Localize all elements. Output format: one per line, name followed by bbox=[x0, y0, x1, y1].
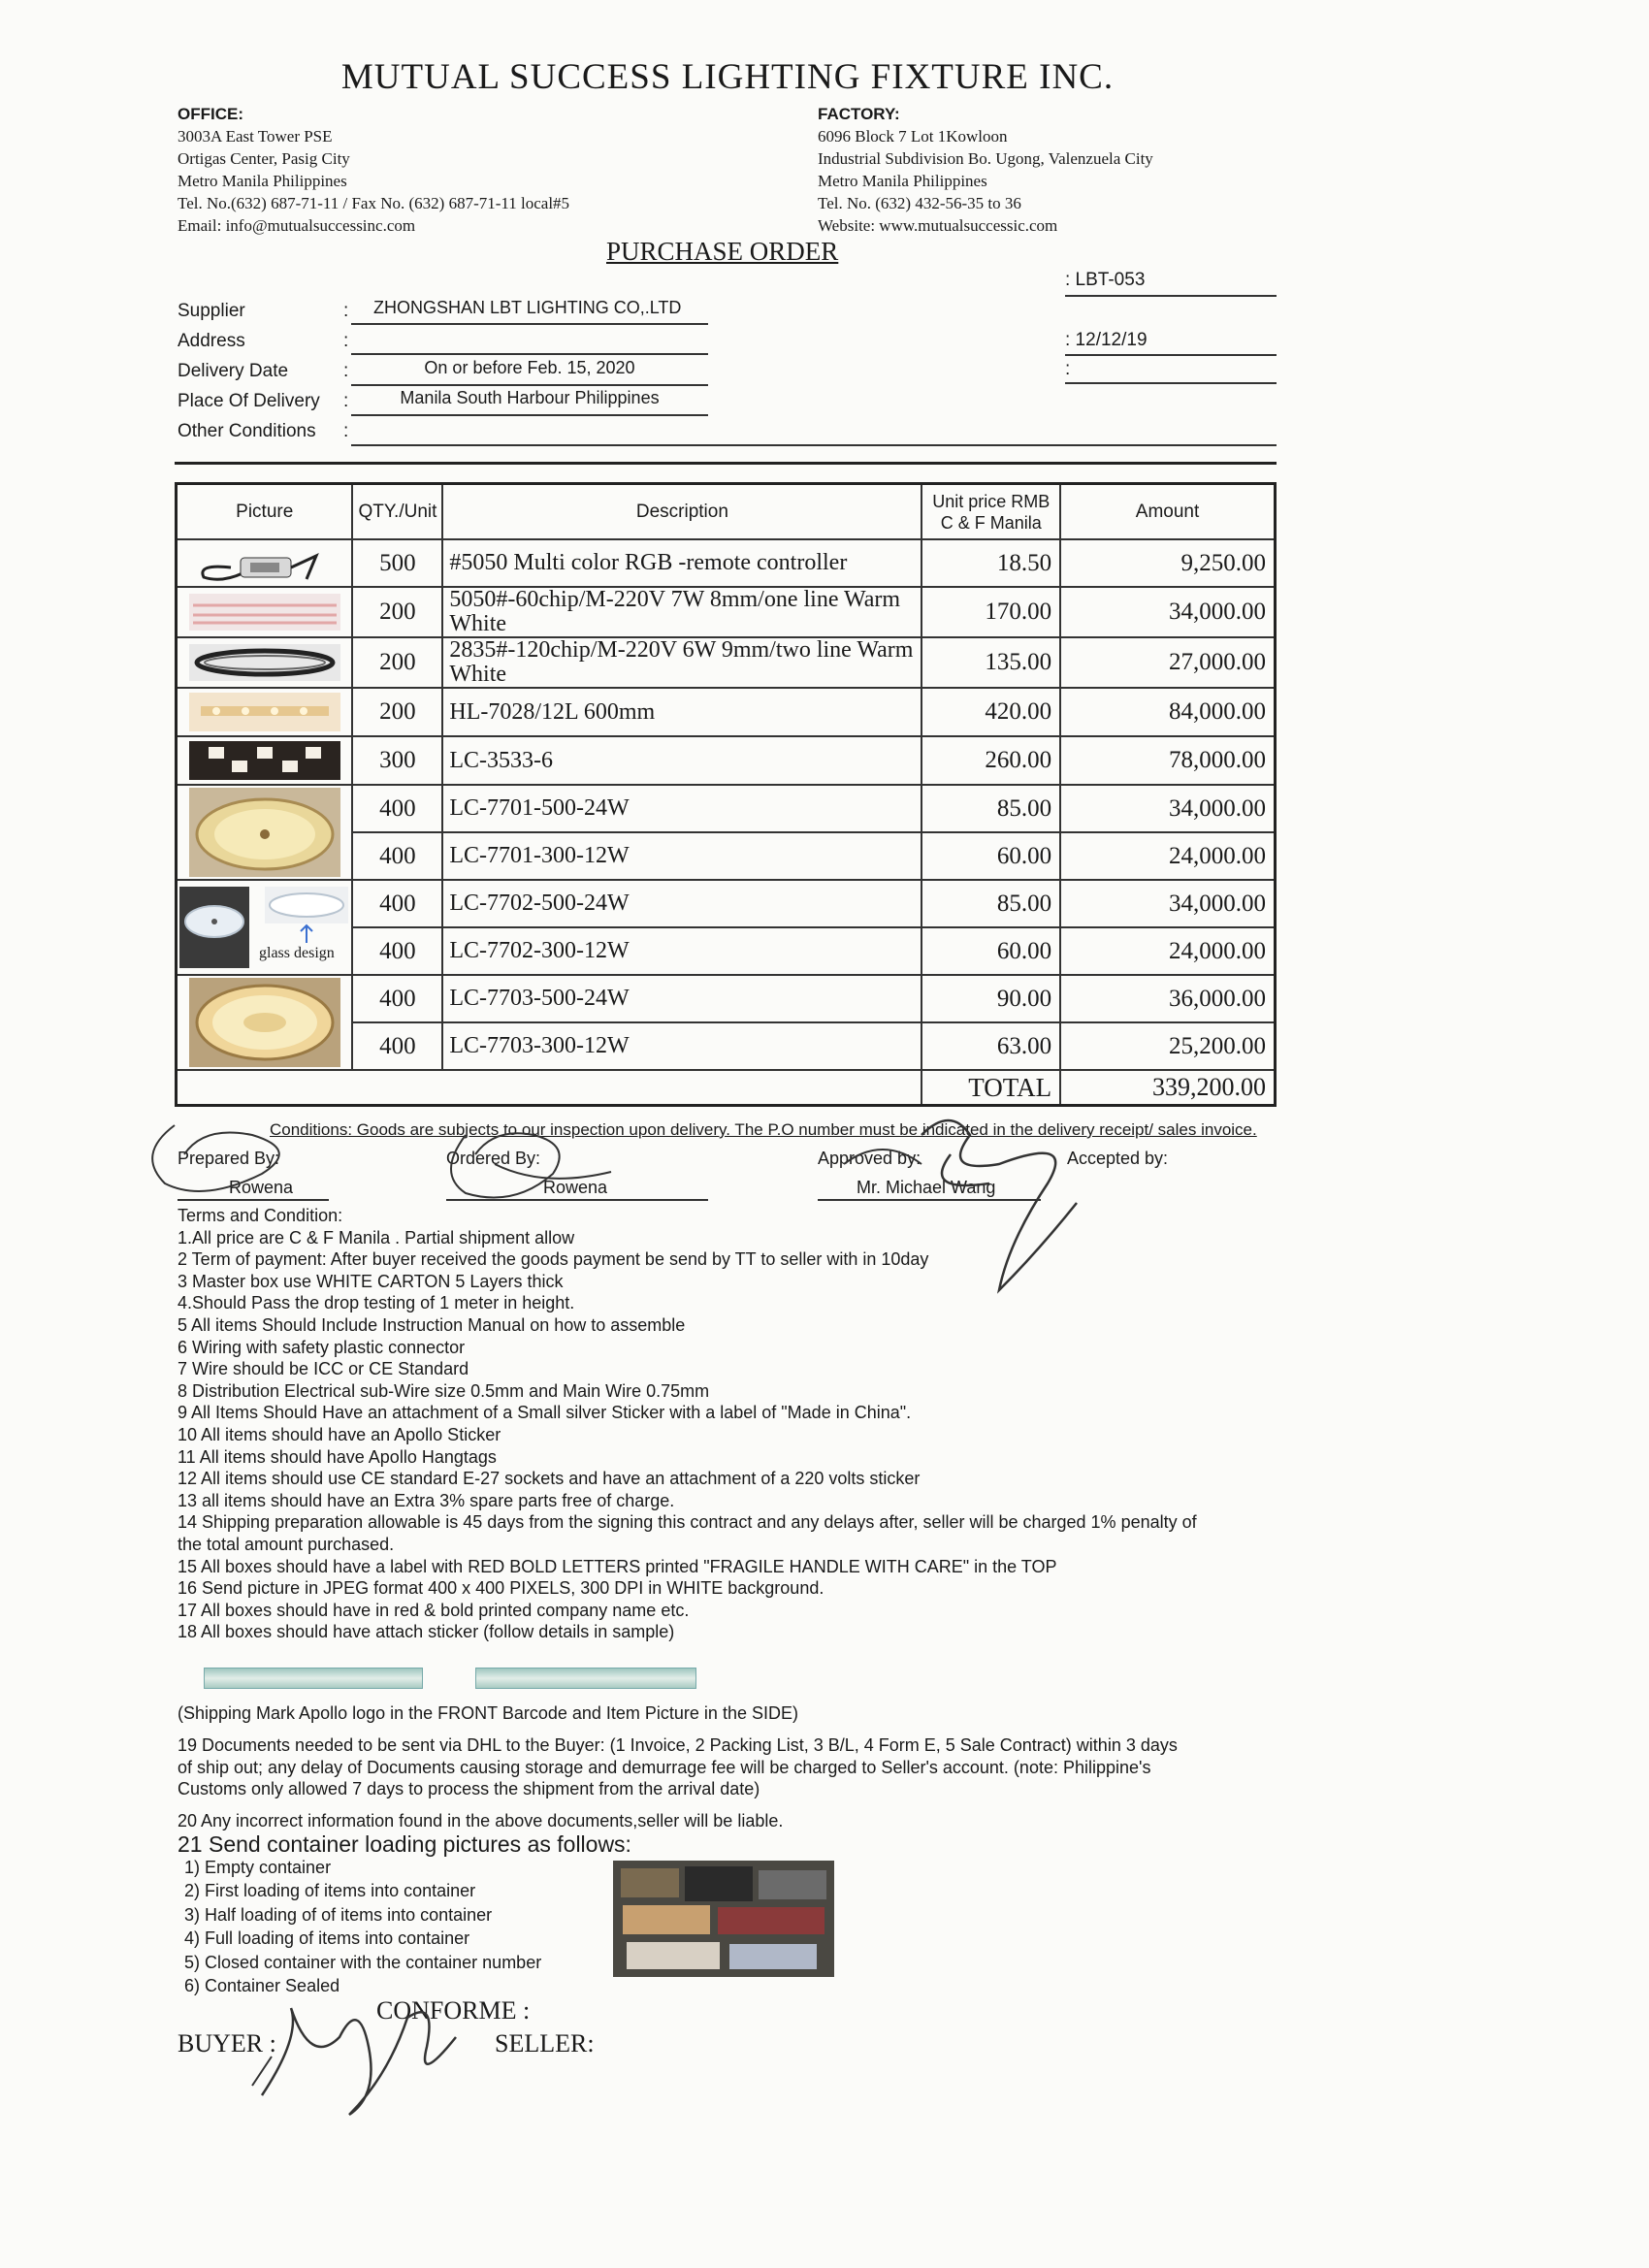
term-19-line: 19 Documents needed to be sent via DHL to the Buyer: (1 Invoice, 2 Packing List, 3 B/L, 4 Form E, 5 Sale Contract) within 3 days bbox=[178, 1735, 1178, 1755]
term-item: 4.Should Pass the drop testing of 1 meter in height. bbox=[178, 1293, 575, 1313]
item-description: HL-7028/12L 600mm bbox=[442, 688, 922, 736]
item-qty: 400 bbox=[352, 975, 442, 1022]
header-unit-price-line2: C & F Manila bbox=[940, 512, 1042, 533]
total-value: 339,200.00 bbox=[1060, 1070, 1275, 1106]
item-picture bbox=[177, 587, 353, 637]
item-unit-price: 90.00 bbox=[922, 975, 1060, 1022]
term-item: 16 Send picture in JPEG format 400 x 400 PIXELS, 300 DPI in WHITE background. bbox=[178, 1578, 824, 1599]
list-item: 1) Empty container bbox=[184, 1858, 332, 1877]
supplier-value: ZHONGSHAN LBT LIGHTING CO,.LTD bbox=[373, 298, 682, 317]
item-amount: 9,250.00 bbox=[1060, 539, 1275, 587]
item-qty: 200 bbox=[352, 637, 442, 688]
item-unit-price: 63.00 bbox=[922, 1022, 1060, 1070]
table-row bbox=[177, 736, 1276, 785]
term-19-line: Customs only allowed 7 days to process the shipment from the arrival date) bbox=[178, 1779, 760, 1799]
item-description: LC-3533-6 bbox=[442, 736, 922, 785]
total-label: TOTAL bbox=[922, 1070, 1060, 1106]
item-amount: 36,000.00 bbox=[1060, 975, 1275, 1022]
lc-7701-ceiling-light-image bbox=[189, 788, 340, 877]
item-description: LC-7702-300-12W bbox=[442, 927, 922, 975]
list-item: 5) Closed container with the container number bbox=[184, 1952, 542, 1972]
po-number-line bbox=[1065, 295, 1277, 297]
office-line: Metro Manila Philippines bbox=[178, 172, 347, 190]
other-conditions-line bbox=[351, 444, 1277, 446]
items-table bbox=[175, 482, 1277, 1107]
item-unit-price: 85.00 bbox=[922, 785, 1060, 832]
document-title: PURCHASE ORDER bbox=[606, 237, 839, 266]
table-row bbox=[177, 587, 1276, 637]
factory-line: Tel. No. (632) 432-56-35 to 36 bbox=[818, 194, 1021, 212]
factory-line: Metro Manila Philippines bbox=[818, 172, 987, 190]
place-line bbox=[351, 414, 708, 416]
item-description: 2835#-120chip/M-220V 6W 9mm/two line Warm White bbox=[442, 637, 922, 688]
table-row bbox=[177, 785, 1276, 832]
table-row bbox=[177, 539, 1276, 587]
item-amount: 24,000.00 bbox=[1060, 832, 1275, 880]
header-qty: QTY./Unit bbox=[352, 484, 442, 540]
colon: : bbox=[343, 361, 349, 381]
po-number: : LBT-053 bbox=[1065, 270, 1146, 290]
sticker-sample-image bbox=[204, 1668, 423, 1689]
item-amount: 24,000.00 bbox=[1060, 927, 1275, 975]
item-description: LC-7701-300-12W bbox=[442, 832, 922, 880]
table-row bbox=[177, 880, 1276, 927]
item-unit-price: 60.00 bbox=[922, 832, 1060, 880]
term-item: 7 Wire should be ICC or CE Standard bbox=[178, 1359, 469, 1379]
item-qty: 400 bbox=[352, 880, 442, 927]
item-amount: 78,000.00 bbox=[1060, 736, 1275, 785]
supplier-label: Supplier bbox=[178, 301, 245, 321]
item-unit-price: 420.00 bbox=[922, 688, 1060, 736]
item-picture bbox=[177, 688, 353, 736]
item-qty: 400 bbox=[352, 1022, 442, 1070]
item-description: LC-7702-500-24W bbox=[442, 880, 922, 927]
item-description: LC-7703-300-12W bbox=[442, 1022, 922, 1070]
term-21-heading: 21 Send container loading pictures as follows: bbox=[178, 1831, 631, 1857]
po-date: : 12/12/19 bbox=[1065, 330, 1148, 350]
item-amount: 84,000.00 bbox=[1060, 688, 1275, 736]
office-line: Ortigas Center, Pasig City bbox=[178, 149, 350, 168]
ordered-by-name: Rowena bbox=[543, 1178, 608, 1197]
item-unit-price: 18.50 bbox=[922, 539, 1060, 587]
factory-line: Industrial Subdivision Bo. Ugong, Valenzuela City bbox=[818, 149, 1153, 168]
item-amount: 34,000.00 bbox=[1060, 587, 1275, 637]
conditions-line: Conditions: Goods are subjects to our inspection upon delivery. The P.O number must be indicated in the delivery receipt/ sales invoice. bbox=[270, 1120, 1257, 1139]
prepared-by-label: Prepared By: bbox=[178, 1149, 280, 1168]
term-item: 1.All price are C & F Manila . Partial shipment allow bbox=[178, 1227, 575, 1247]
header-unit-price bbox=[922, 484, 1060, 540]
term-item: 11 All items should have Apollo Hangtags bbox=[178, 1446, 497, 1467]
item-description: 5050#-60chip/M-220V 7W 8mm/one line Warm White bbox=[442, 587, 922, 637]
term-item: 5 All items Should Include Instruction Manual on how to assemble bbox=[178, 1314, 686, 1335]
place-label: Place Of Delivery bbox=[178, 391, 320, 411]
item-qty: 200 bbox=[352, 587, 442, 637]
table-row bbox=[177, 688, 1276, 736]
term-item: 9 All Items Should Have an attachment of a Small silver Sticker with a label of "Made in China". bbox=[178, 1403, 912, 1423]
accepted-by-label: Accepted by: bbox=[1067, 1149, 1169, 1168]
lc-3533-image bbox=[187, 739, 342, 782]
term-19 bbox=[178, 1734, 1293, 1800]
rgb-controller-image bbox=[192, 544, 338, 583]
factory-line: 6096 Block 7 Lot 1Kowloon bbox=[818, 127, 1008, 146]
header-unit-price-line1: Unit price RMB bbox=[932, 491, 1051, 511]
supplier-line bbox=[351, 323, 708, 325]
header-amount: Amount bbox=[1060, 484, 1275, 540]
item-description: LC-7703-500-24W bbox=[442, 975, 922, 1022]
item-picture bbox=[177, 736, 353, 785]
item-qty: 500 bbox=[352, 539, 442, 587]
term-item: 18 All boxes should have attach sticker (follow details in sample) bbox=[178, 1622, 675, 1642]
separator-rule bbox=[175, 462, 1277, 465]
prepared-by-name: Rowena bbox=[229, 1178, 294, 1197]
company-name: MUTUAL SUCCESS LIGHTING FIXTURE INC. bbox=[340, 57, 1115, 97]
term-item: 6 Wiring with safety plastic connector bbox=[178, 1337, 466, 1357]
item-unit-price: 170.00 bbox=[922, 587, 1060, 637]
list-item: 3) Half loading of of items into container bbox=[184, 1904, 493, 1925]
table-header-row bbox=[177, 484, 1276, 540]
item-unit-price: 260.00 bbox=[922, 736, 1060, 785]
item-amount: 27,000.00 bbox=[1060, 637, 1275, 688]
list-item: 2) First loading of items into container bbox=[184, 1881, 476, 1901]
term-21-list bbox=[184, 1856, 541, 1997]
item-description: LC-7701-500-24W bbox=[442, 785, 922, 832]
approved-by-name: Mr. Michael Wang bbox=[857, 1178, 996, 1197]
term-item: 13 all items should have an Extra 3% spare parts free of charge. bbox=[178, 1490, 675, 1510]
colon: : bbox=[343, 301, 349, 321]
item-unit-price: 60.00 bbox=[922, 927, 1060, 975]
delivery-date-value: On or before Feb. 15, 2020 bbox=[424, 358, 635, 377]
table-row bbox=[177, 637, 1276, 688]
delivery-date-line bbox=[351, 384, 708, 386]
item-qty: 200 bbox=[352, 688, 442, 736]
office-line: Email: info@mutualsuccessinc.com bbox=[178, 216, 416, 235]
item-picture bbox=[177, 975, 353, 1070]
colon: : bbox=[343, 421, 349, 441]
item-amount: 34,000.00 bbox=[1060, 880, 1275, 927]
buyer-label: BUYER : bbox=[178, 2029, 276, 2057]
container-loading-photo bbox=[613, 1861, 834, 1977]
item-qty: 300 bbox=[352, 736, 442, 785]
shipping-mark-note: (Shipping Mark Apollo logo in the FRONT Barcode and Item Picture in the SIDE) bbox=[178, 1703, 798, 1723]
factory-address bbox=[818, 103, 1153, 237]
office-line: 3003A East Tower PSE bbox=[178, 127, 333, 146]
term-item: 8 Distribution Electrical sub-Wire size 0.5mm and Main Wire 0.75mm bbox=[178, 1380, 710, 1401]
term-item: 3 Master box use WHITE CARTON 5 Layers thick bbox=[178, 1271, 564, 1291]
item-picture bbox=[177, 785, 353, 880]
item-unit-price: 135.00 bbox=[922, 637, 1060, 688]
terms-section bbox=[178, 1205, 1293, 1643]
item-qty: 400 bbox=[352, 832, 442, 880]
table-row bbox=[177, 975, 1276, 1022]
office-address bbox=[178, 103, 569, 237]
glass-design-note: glass design bbox=[259, 945, 335, 961]
factory-heading: FACTORY: bbox=[818, 105, 900, 123]
term-item: 10 All items should have an Apollo Sticker bbox=[178, 1424, 501, 1444]
led-strip-one-line-image bbox=[187, 590, 342, 634]
item-description: #5050 Multi color RGB -remote controller bbox=[442, 539, 922, 587]
term-item: 14 Shipping preparation allowable is 45 days from the signing this contract and any delays after, seller will be charged 1% penalty of bbox=[178, 1512, 1197, 1533]
term-19-line: of ship out; any delay of Documents causing storage and demurrage fee will be charged to Seller's account. (note: Philippine's bbox=[178, 1757, 1151, 1777]
ordered-by-label: Ordered By: bbox=[446, 1149, 541, 1168]
buyer-signature bbox=[242, 1979, 495, 2124]
delivery-date-label: Delivery Date bbox=[178, 361, 289, 381]
office-heading: OFFICE: bbox=[178, 105, 243, 123]
item-picture bbox=[177, 880, 353, 975]
po-date-line bbox=[1065, 354, 1277, 356]
colon: : bbox=[343, 331, 349, 351]
sticker-sample-image bbox=[475, 1668, 696, 1689]
item-qty: 400 bbox=[352, 927, 442, 975]
item-picture bbox=[177, 637, 353, 688]
term-item: the total amount purchased. bbox=[178, 1534, 395, 1554]
office-line: Tel. No.(632) 687-71-11 / Fax No. (632) 687-71-11 local#5 bbox=[178, 194, 570, 212]
term-item: 2 Term of payment: After buyer received the goods payment be send by TT to seller with in 10day bbox=[178, 1249, 929, 1270]
approved-by-label: Approved by: bbox=[818, 1149, 922, 1168]
po-extra: : bbox=[1065, 359, 1071, 379]
hl-7028-image bbox=[187, 691, 342, 733]
term-20: 20 Any incorrect information found in the above documents,seller will be liable. bbox=[178, 1811, 784, 1831]
term-item: 17 All boxes should have in red & bold printed company name etc. bbox=[178, 1600, 690, 1620]
other-conditions-label: Other Conditions bbox=[178, 421, 316, 441]
header-picture: Picture bbox=[177, 484, 353, 540]
lc-7703-ceiling-light-image bbox=[189, 978, 340, 1067]
item-picture bbox=[177, 539, 353, 587]
item-unit-price: 85.00 bbox=[922, 880, 1060, 927]
po-extra-line bbox=[1065, 382, 1277, 384]
item-amount: 34,000.00 bbox=[1060, 785, 1275, 832]
term-item: 15 All boxes should have a label with RED BOLD LETTERS printed "FRAGILE HANDLE WITH CARE" in the TOP bbox=[178, 1556, 1057, 1576]
factory-line: Website: www.mutualsuccessic.com bbox=[818, 216, 1058, 235]
place-value: Manila South Harbour Philippines bbox=[400, 388, 660, 407]
led-strip-two-line-image bbox=[187, 640, 342, 685]
term-item: 12 All items should use CE standard E-27 sockets and have an attachment of a 220 volts sticker bbox=[178, 1469, 921, 1489]
header-description: Description bbox=[442, 484, 922, 540]
list-item: 6) Container Sealed bbox=[184, 1976, 340, 1996]
address-label: Address bbox=[178, 331, 245, 351]
terms-heading: Terms and Condition: bbox=[178, 1206, 343, 1225]
colon: : bbox=[343, 391, 349, 411]
seller-label: SELLER: bbox=[495, 2029, 595, 2057]
item-qty: 400 bbox=[352, 785, 442, 832]
conforme-label: CONFORME : bbox=[376, 1996, 531, 2025]
list-item: 4) Full loading of items into container bbox=[184, 1928, 470, 1949]
address-line bbox=[351, 353, 708, 355]
item-amount: 25,200.00 bbox=[1060, 1022, 1275, 1070]
